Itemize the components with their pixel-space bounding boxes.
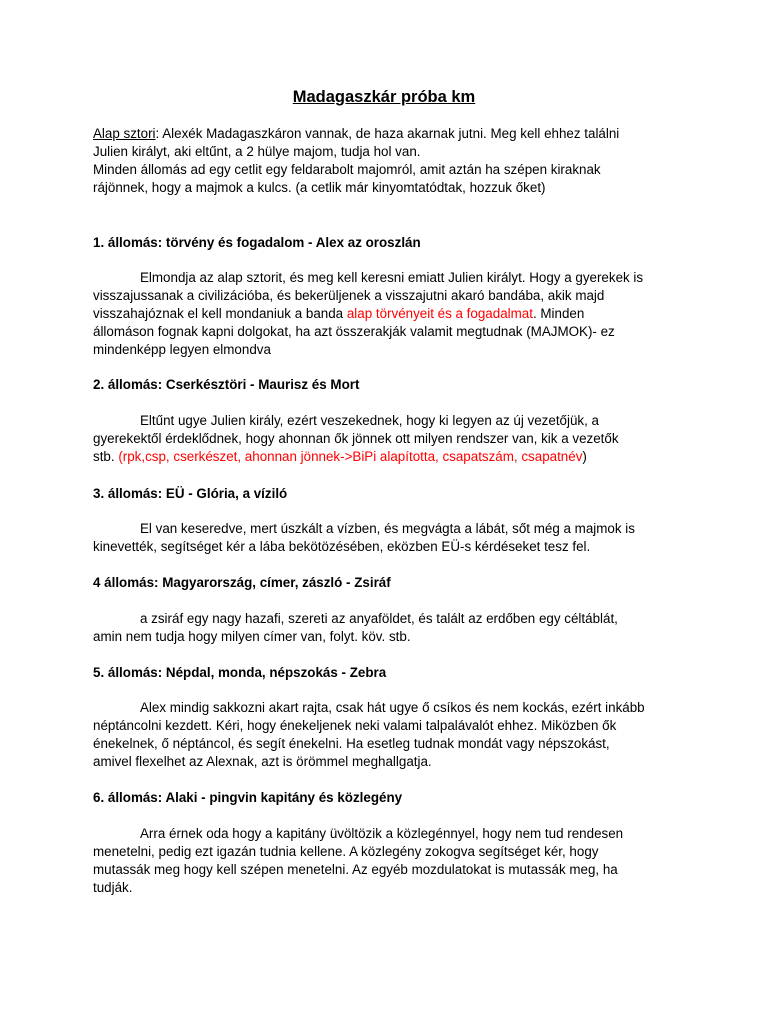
body-line: gyerekektől érdeklődnek, hogy ahonnan ők jönnek ott milyen rendszer van, kik a vezetők [93, 431, 619, 446]
intro-line: rájönnek, hogy a majmok a kulcs. (a cetlik már kinyomtatódtak, hozzuk őket) [93, 180, 546, 195]
body-line: amivel flexelhet az Alexnak, azt is örömmel meghallgatja. [93, 754, 432, 769]
section-body-4 [93, 610, 693, 646]
section-heading-2: 2. állomás: Cserkésztöri - Maurisz és Mort [93, 377, 360, 392]
body-text: visszahajóznak el kell mondaniuk a banda [93, 306, 347, 321]
section-heading-5: 5. állomás: Népdal, monda, népszokás - Zebra [93, 665, 387, 680]
body-line: Eltűnt ugye Julien király, ezért veszekednek, hogy ki legyen az új vezetőjük, a [140, 413, 600, 428]
body-line: mutassák meg hogy kell szépen menetelni. Az egyéb mozdulatokat is mutassák meg, ha [93, 862, 618, 877]
intro-line: Julien királyt, aki eltűnt, a 2 hülye majom, tudja hol van. [93, 144, 421, 159]
section-heading-3: 3. állomás: EÜ - Glória, a víziló [93, 486, 288, 501]
section-heading-6: 6. állomás: Alaki - pingvin kapitány és közlegény [93, 790, 403, 805]
section-heading-1: 1. állomás: törvény és fogadalom - Alex az oroszlán [93, 235, 421, 250]
body-text: stb. [93, 449, 119, 464]
body-line: visszajussanak a civilizációba, és bekerüljenek a visszajutni akaró bandába, akik majd [93, 288, 605, 303]
section-body-3 [93, 520, 693, 556]
intro-text: : Alexék Madagaszkáron vannak, de haza akarnak jutni. Meg kell ehhez találni [155, 126, 620, 141]
body-line: menetelni, pedig ezt igazán tudnia kellene. A közlegény zokogva segítséget kér, hogy [93, 844, 599, 859]
body-line: Elmondja az alap sztorit, és meg kell keresni emiatt Julien királyt. Hogy a gyerekek is [140, 270, 644, 285]
body-line [93, 305, 693, 323]
body-line: tudják. [93, 880, 133, 895]
intro-line: Minden állomás ad egy cetlit egy feldarabolt majomról, amit aztán ha szépen kiraknak [93, 162, 601, 177]
section-body-6 [93, 825, 693, 897]
body-line: amin nem tudja hogy milyen címer van, folyt. köv. stb. [93, 629, 411, 644]
intro-label: Alap sztori [93, 126, 156, 141]
intro-line [93, 125, 693, 143]
intro-paragraph [93, 125, 693, 197]
body-line: Arra érnek oda hogy a kapitány üvöltözik a közlegénnyel, hogy nem tud rendesen [140, 826, 624, 841]
body-line [93, 448, 693, 466]
body-line: El van keseredve, mert úszkált a vízben, és megvágta a lábát, sőt még a majmok is [140, 521, 635, 536]
body-line: kinevették, segítséget kér a lába bekötözésében, eközben EÜ-s kérdéseket tesz fel. [93, 539, 591, 554]
section-body-1 [93, 269, 693, 359]
body-text: ) [582, 449, 587, 464]
body-line: Alex mindig sakkozni akart rajta, csak hát ugye ő csíkos és nem kockás, ezért inkább [140, 700, 645, 715]
body-line: néptáncolni kezdett. Kéri, hogy énekeljenek neki valami talpalávalót ehhez. Miközben ők [93, 718, 617, 733]
highlighted-text: alap törvényeit és a fogadalmat [346, 306, 533, 321]
section-body-2 [93, 412, 693, 466]
body-line: mindenképp legyen elmondva [93, 342, 271, 357]
body-line: a zsiráf egy nagy hazafi, szereti az anyaföldet, és talált az erdőben egy céltáblát, [140, 611, 618, 626]
body-line: énekelnek, ő néptáncol, és segít énekelni. Ha esetleg tudnak mondát vagy népszokást, [93, 736, 610, 751]
body-line: állomáson fognak kapni dolgokat, ha azt összerakják valamit megtudnak (MAJMOK)- ez [93, 324, 615, 339]
section-body-5 [93, 699, 693, 771]
section-heading-4: 4 állomás: Magyarország, címer, zászló - Zsiráf [93, 575, 391, 590]
body-text: . Minden [532, 306, 585, 321]
document-title: Madagaszkár próba km [292, 88, 476, 106]
highlighted-text: (rpk,csp, cserkészet, ahonnan jönnek->BiPi alapította, csapatszám, csapatnév [118, 449, 583, 464]
